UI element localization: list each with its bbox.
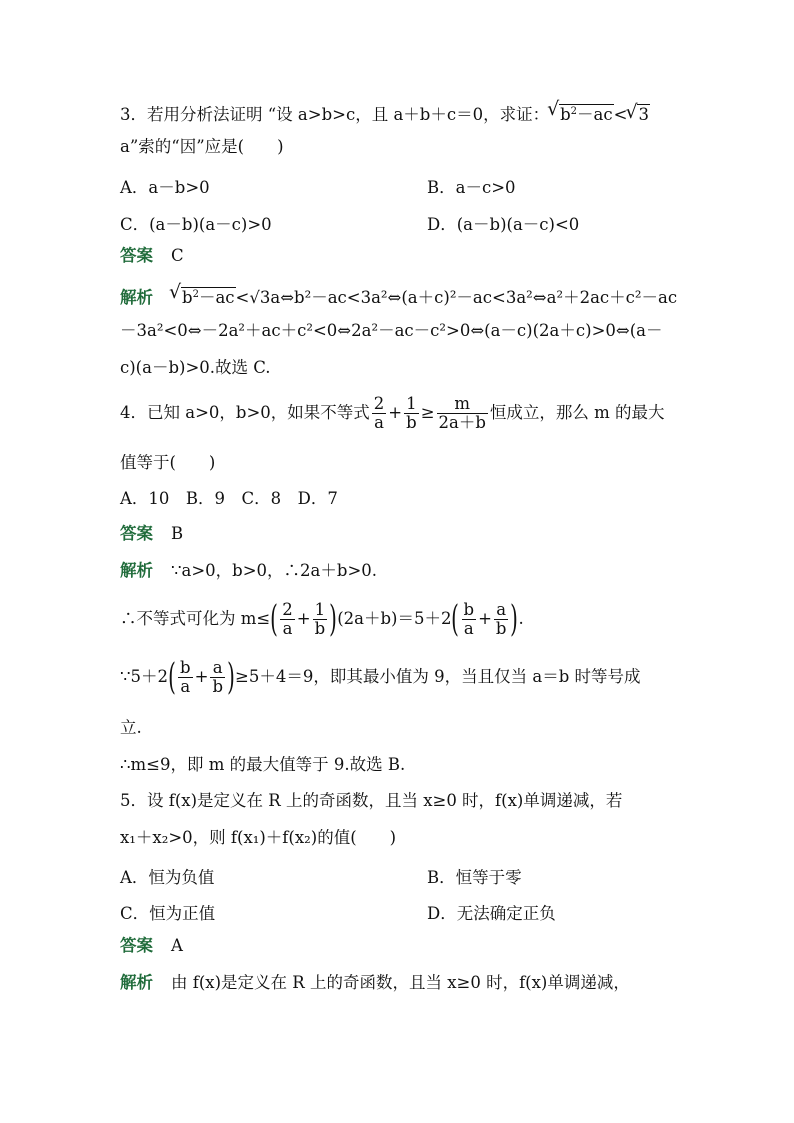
q5-stem-line1: 5．设 f(x)是定义在 R 上的奇函数，且当 x≥0 时，f(x)单调递减，若 (120, 791, 623, 810)
q4-frac-1-over-b: $\frac{1}{b}$ (406, 394, 417, 432)
analysis-label: 解析 (120, 288, 153, 307)
answer-label: 答案 (120, 524, 153, 543)
answer-label: 答案 (120, 246, 153, 265)
q3-stem-line1: 3．若用分析法证明 “设 a>b>c，且 a＋b＋c＝0，求证：√ $b^2-ac<√$ 3 (120, 102, 650, 125)
q4-stem-line1: 4．已知 a>0，b>0，如果不等式 $\frac{2}{a}$ + $\frac{1}{b}$ ≥ $\frac{m}{2a+b}$ 恒成立，那么 m 的最大 (120, 394, 665, 432)
q4-options: A．10 B．9 C．8 D．7 (120, 489, 338, 508)
q3-option-d: D．(a－b)(a－c)<0 (427, 215, 580, 234)
analysis-label: 解析 (120, 973, 153, 992)
q5-answer: 答案 A (120, 936, 183, 955)
answer-label: 答案 (120, 936, 153, 955)
q4-stem-line2: 值等于( ) (120, 453, 216, 472)
q3-answer: 答案 C (120, 246, 184, 265)
q3-option-a: A．a－b>0 (120, 178, 210, 197)
q5-option-a: A．恒为负值 (120, 868, 215, 887)
q3-analysis-line3: c)(a－b)>0.故选 C. (120, 358, 271, 377)
q3-sqrt3: √ 3 (627, 105, 650, 125)
q4-analysis-line1: 解析 ∵a>0，b>0，∴2a＋b>0. (120, 561, 378, 580)
analysis-label: 解析 (120, 561, 153, 580)
q3-analysis-line2: －3a²<0⇔－2a²＋ac＋c²<0⇔2a²－ac－c²>0⇔(a－c)(2a＋c)>0⇔(a－ (120, 321, 663, 340)
q5-option-c: C．恒为正值 (120, 904, 216, 923)
q4-frac-m: $\frac{m}{2a+b}$ (438, 394, 486, 432)
q4-analysis-line5: ∴m≤9，即 m 的最大值等于 9.故选 B. (120, 755, 406, 774)
q4-analysis-line3: ∵5＋2( $\frac{b}{a}$ + $\frac{a}{b}$ )≥5＋4＝9，即其最小值为 9，当且仅当 a＝b 时等号成 (120, 656, 641, 698)
q3-option-b: B．a－c>0 (427, 178, 516, 197)
q3-stem-line2: a”索的“因”应是( ) (120, 137, 284, 156)
q3-sqrt-expr: √ $b^2-ac$ (549, 102, 614, 125)
q4-answer: 答案 B (120, 524, 184, 543)
q3-analysis-line1: 解析√ $b^2-ac<√3a\Leftrightarrow b^2-ac<3a^2\Leftrightarrow(a+c)^2-ac<3a^2\Leftrightarrow a^2+2ac+c^2-ac$ (120, 285, 677, 308)
q4-frac-2-over-a: $\frac{2}{a}$ (373, 394, 385, 432)
q3-stem-text: 3．若用分析法证明 “设 a>b>c，且 a＋b＋c＝0，求证： (120, 105, 550, 124)
q4-analysis-line4: 立. (120, 718, 142, 737)
q5-option-d: D．无法确定正负 (427, 904, 556, 923)
q5-stem-line2: x₁＋x₂>0，则 f(x₁)＋f(x₂)的值( ) (120, 828, 397, 847)
q4-analysis-line2: ∴不等式可化为 m≤( $\frac{2}{a}$ + $\frac{1}{b}$ )(2a＋b)＝5＋2( $\frac{b}{a}$ + $\frac{a}{b}$ ). (120, 598, 524, 640)
q5-analysis-line1: 解析 由 f(x)是定义在 R 上的奇函数，且当 x≥0 时，f(x)单调递减， (120, 973, 630, 992)
q5-option-b: B．恒等于零 (427, 868, 522, 887)
q3-option-c: C．(a－b)(a－c)>0 (120, 215, 272, 234)
